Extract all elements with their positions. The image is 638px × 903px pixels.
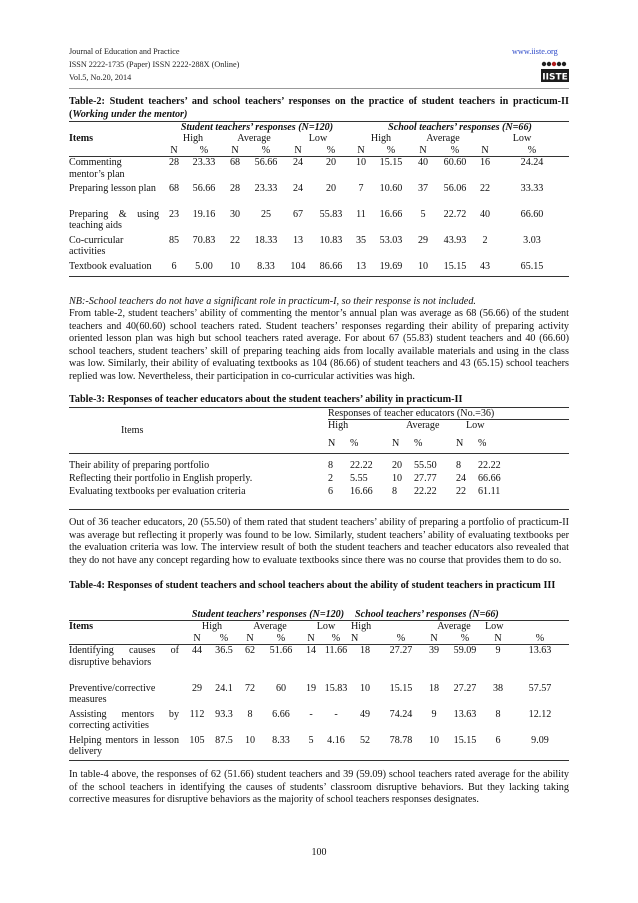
cell-value: 27.27 [453,682,477,694]
cell-value: 19.16 [192,208,216,220]
cell-value: 43.93 [443,234,467,246]
cell-value: 10.60 [379,182,403,194]
page-number: 100 [311,847,327,858]
cell-value: 6 [328,486,334,498]
cell-value: 43 [479,260,491,272]
cell-value: 23 [168,208,180,220]
table-row [69,157,569,183]
cell-value: 25 [260,208,272,220]
cell-value: 40 [479,208,491,220]
cell-value: 5 [308,734,314,746]
table3-items-header: Items [121,424,144,436]
cell-value: 36.5 [215,645,233,657]
cell-value: 59.09 [453,645,477,657]
cell-value: - [309,708,313,720]
table-row [69,472,569,485]
table-row [69,209,569,235]
cell-value: 24.1 [215,682,233,694]
cell-value: 8 [247,708,253,720]
table3-group: Responses of teacher educators (No.=36) [328,408,495,419]
table3: Items Responses of teacher educators (No.=36) High Average Low N % N % N % Their ability of preparing portfolio 8 22.22 20 55.50 8 22.22 Reflecting their portfolio in English properly. 2 5.55 10 27.77 24 66.66 Evaluating textbooks per evaluation criteria 6 16.66 8 22.22 22 61.11 [69,407,569,498]
row-item-label: Assisting mentors by correcting activities [69,708,179,732]
group-student-teachers: Student teachers’ responses (N=120) [180,122,334,133]
cell-value: 22.22 [414,486,437,498]
cell-value: 16 [479,157,491,169]
cell-value: 28 [229,182,241,194]
cell-value: 13 [292,234,304,246]
cell-value: 87.5 [215,734,233,746]
cell-value: 22.22 [350,460,373,472]
cell-value: 55.50 [414,460,437,472]
cell-value: 22 [456,486,467,498]
cell-value: 9 [495,645,501,657]
cell-value: 56.66 [254,157,278,169]
cell-value: 62 [244,645,256,657]
cell-value: 23.33 [254,182,278,194]
cell-value: 10 [244,734,256,746]
cell-value: 18 [359,645,371,657]
t4-group-school: School teachers’ responses (N=66) [355,609,499,620]
journal-url[interactable]: www.iiste.org [512,47,558,56]
cell-value: 70.83 [192,234,216,246]
cell-value: 86.66 [319,260,343,272]
cell-value: 39 [428,645,440,657]
cell-value: - [334,708,338,720]
cell-value: 15.15 [443,260,467,272]
cell-value: 61.11 [478,486,501,498]
table4: Student teachers’ responses (N=120) School teachers’ responses (N=66) Items High Average Low High Average Low N % N % N % N % N % N % Identifying causes of disruptive behaviors 44 36.5 62 51.66 14 11.66 18 27.27 39 59.09 9 13.63 Preventive/corrective measures 29 24.1 72 60 19 15.83 10 15.15 18 27.27 38 57.57 Assisting mentors by correcting activities 112 93.3 8 6.66 - - 49 74.24 9 13.63 8 12.12 Helping mentors in lesson delivery 105 87.5 10 8.33 5 4.16 52 78.78 10 15.15 6 9.09 [69,609,569,761]
cell-value: 10 [392,473,403,485]
cell-value: 57.57 [528,682,552,694]
cell-value: 13 [355,260,367,272]
cell-value: 8.33 [272,734,290,746]
table2-note: NB:-School teachers do not have a significant role in practicum-I, so their response is not included. [69,296,476,307]
cell-value: 112 [189,708,205,720]
volume: Vol.5, No.20, 2014 [69,73,132,82]
cell-value: 20 [392,460,403,472]
cell-value: 2 [328,473,334,485]
row-item-label: Evaluating textbooks per evaluation criteria [69,486,246,498]
row-item-label: Preventive/corrective measures [69,682,156,706]
cell-value: 65.15 [520,260,544,272]
cell-value: 10 [355,157,367,169]
row-item-label: Preparing & using teaching aids [69,208,159,232]
cell-value: 24 [292,182,304,194]
cell-value: 16.66 [379,208,403,220]
cell-value: 60.60 [443,157,467,169]
paragraph-1: From table-2, student teachers’ ability of commenting the mentor’s annual plan was average as 68 (56.66) of the student teachers and 40(60.60) school teachers rated. Student teachers’ responses regarding their ability of preparing activity oriented lesson plan was high but school teachers rated average. For about 67 (55.83) student teachers and 40 (66.60) school teachers, student teachers’ skill of preparing teaching aids from locally available materials and using in the class was low. Similarly, their ability of evaluating textbooks as 104 (86.66) of student teachers and 43 (65.15) school teachers replied was low. Nevertheless, their participation in co-curricular activities was high. [69,308,569,382]
cell-value: 56.06 [443,182,467,194]
table-row [69,261,569,287]
cell-value: 12.12 [528,708,552,720]
cell-value: 33.33 [520,182,544,194]
cell-value: 29 [417,234,429,246]
cell-value: 15.15 [379,157,403,169]
cell-value: 5.55 [350,473,368,485]
row-item-label: Helping mentors in lesson delivery [69,734,179,758]
cell-value: 105 [189,734,205,746]
cell-value: 6 [171,260,177,272]
cell-value: 66.66 [478,473,501,485]
cell-value: 19 [305,682,317,694]
cell-value: 22.22 [478,460,501,472]
cell-value: 20 [325,182,337,194]
cell-value: 35 [355,234,367,246]
cell-value: 8 [328,460,334,472]
cell-value: 4.16 [327,734,345,746]
iiste-logo [539,60,571,84]
cell-value: 3.03 [523,234,541,246]
cell-value: 44 [191,645,203,657]
cell-value: 10.83 [319,234,343,246]
cell-value: 22.72 [443,208,467,220]
cell-value: 5 [420,208,426,220]
cell-value: 27.77 [414,473,437,485]
cell-value: 18 [428,682,440,694]
table3-caption: Table-3: Responses of teacher educators about the student teachers’ ability in practicum-II [69,394,463,405]
cell-value: 49 [359,708,371,720]
cell-value: 56.66 [192,182,216,194]
cell-value: 67 [292,208,304,220]
table-row [69,735,569,761]
cell-value: 68 [229,157,241,169]
cell-value: 72 [244,682,256,694]
logo-text: IISTE [542,72,568,83]
cell-value: 30 [229,208,241,220]
cell-value: 28 [168,157,180,169]
t4-items-header: Items [69,621,94,633]
cell-value: 29 [191,682,203,694]
paragraph-3: In table-4 above, the responses of 62 (51.66) student teachers and 39 (59.09) school teachers rated average for the ability of the school teachers in identifying the causes of students’ classroom disruptive behaviors. But they lacking taking corrective measures for disruptive behaviors as the majority of school teachers responses designates. [69,769,569,806]
table-row [69,683,569,709]
cell-value: 19.69 [379,260,403,272]
cell-value: 66.60 [520,208,544,220]
table-row [69,454,569,472]
cell-value: 53.03 [379,234,403,246]
cell-value: 10 [428,734,440,746]
row-item-label: Textbook evaluation [69,260,152,272]
table-row [69,485,569,498]
cell-value: 22 [229,234,241,246]
cell-value: 51.66 [269,645,293,657]
cell-value: 24 [292,157,304,169]
cell-value: 40 [417,157,429,169]
table-row [69,645,569,683]
cell-value: 60 [275,682,287,694]
row-item-label: Commenting mentor’s plan [69,157,125,180]
cell-value: 5.00 [195,260,213,272]
group-school-teachers: School teachers’ responses (N=66) [388,122,532,133]
cell-value: 16.66 [350,486,373,498]
cell-value: 13.63 [453,708,477,720]
cell-value: 15.83 [324,682,348,694]
cell-value: 93.3 [215,708,233,720]
cell-value: 55.83 [319,208,343,220]
table4-caption: Table-4: Responses of student teachers and school teachers about the ability of student teachers in practicum III [69,580,556,591]
cell-value: 27.27 [389,645,413,657]
cell-value: 22 [479,182,491,194]
cell-value: 8 [392,486,398,498]
cell-value: 9 [431,708,437,720]
cell-value: 8 [495,708,501,720]
cell-value: 6 [495,734,501,746]
cell-value: 8.33 [257,260,275,272]
cell-value: 10 [417,260,429,272]
cell-value: 74.24 [389,708,413,720]
cell-value: 85 [168,234,180,246]
journal-name: Journal of Education and Practice [69,47,180,56]
cell-value: 6.66 [272,708,290,720]
header-rule [69,88,569,89]
cell-value: 11 [356,208,366,220]
cell-value: 15.15 [389,682,413,694]
cell-value: 10 [229,260,241,272]
issn: ISSN 2222-1735 (Paper) ISSN 2222-288X (Online) [69,60,240,69]
cell-value: 78.78 [389,734,413,746]
cell-value: 24 [456,473,467,485]
cell-value: 8 [456,460,462,472]
row-item-label: Reflecting their portfolio in English properly. [69,473,253,485]
table-row [69,183,569,209]
cell-value: 68 [168,182,180,194]
table2: Items Student teachers’ responses (N=120) School teachers’ responses (N=66) High Average Low High Average Low N % N % N % N % N % N % Commenting mentor’s plan 28 23.33 68 56.66 24 20 10 15.15 40 60.60 16 24.24 Preparing lesson plan 68 56.66 28 23.33 24 20 7 10.60 37 56.06 22 33.33 Preparing & using teaching aids 23 19.16 30 25 67 55.83 11 16.66 5 22.72 40 66.60 Co-curricular activities 85 70.83 22 18.33 13 10.83 35 53.03 29 43.93 2 3.03 Textbook evaluation 6 5.00 10 8.33 104 86.66 13 19.69 10 15.15 43 65.15 [69,122,569,287]
table-row [69,235,569,261]
cell-value: 2 [482,234,488,246]
cell-value: 11.66 [324,645,348,657]
paragraph-2: Out of 36 teacher educators, 20 (55.50) of them rated that student teachers’ ability of preparing a portfolio of practicum-II was average but reflecting it properly was found to be low. Similarly, student teachers’ ability of evaluating textbooks per the evaluation criteria was low. The interview result of both the student teachers and teacher educators also revealed that they do not have any concept regarding how to evaluate textbooks since there was no course that provides them to do so. [69,517,569,566]
row-item-label: Their ability of preparing portfolio [69,460,210,472]
cell-value: 9.09 [531,734,549,746]
cell-value: 20 [325,157,337,169]
table2-caption: Table-2: Student teachers’ and school teachers’ responses on the practice of student teachers in practicum-II (Working under the mentor) [69,96,569,120]
cell-value: 104 [290,260,306,272]
cell-value: 15.15 [453,734,477,746]
cell-value: 37 [417,182,429,194]
cell-value: 13.63 [528,645,552,657]
row-item-label: Identifying causes of disruptive behaviors [69,645,179,668]
cell-value: 38 [492,682,504,694]
row-item-label: Co-curricular activities [69,234,124,258]
cell-value: 23.33 [192,157,216,169]
cell-value: 18.33 [254,234,278,246]
t4-group-student: Student teachers’ responses (N=120) [191,609,345,620]
items-header: Items [69,133,94,145]
cell-value: 52 [359,734,371,746]
row-item-label: Preparing lesson plan [69,182,156,194]
table-row [69,709,569,735]
cell-value: 14 [305,645,317,657]
cell-value: 7 [358,182,364,194]
cell-value: 24.24 [520,157,544,169]
cell-value: 10 [359,682,371,694]
